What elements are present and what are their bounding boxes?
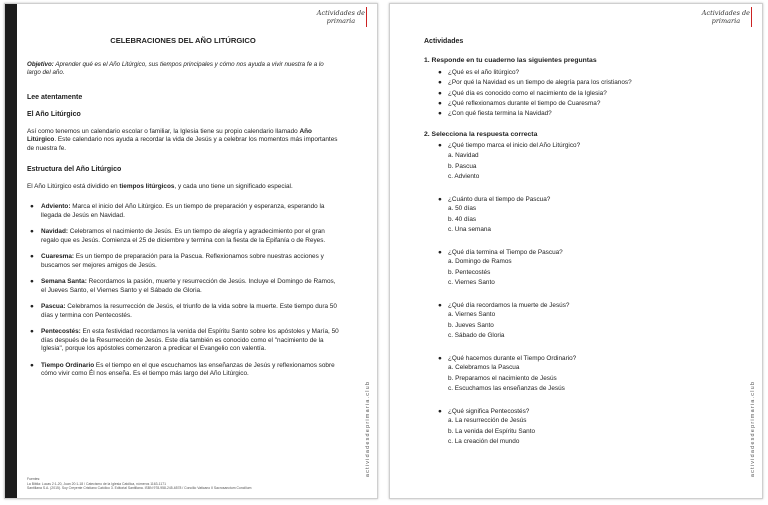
bullet-icon: ● (30, 203, 34, 211)
bullet-icon: ● (438, 354, 442, 362)
list-item (438, 68, 724, 78)
answer-option[interactable]: b. Pascua (448, 162, 477, 170)
brand-line-1: Actividades de (701, 9, 750, 17)
list-item (30, 303, 339, 320)
question (438, 142, 724, 151)
question (438, 354, 724, 364)
question-text: ¿Qué día es conocido como el nacimiento de la Iglesia? (448, 89, 607, 97)
question-text: ¿Por qué la Navidad es un tiempo de alegría para los cristianos? (448, 79, 632, 87)
read-heading: Lee atentamente (27, 93, 83, 101)
bullet-icon: ● (438, 69, 442, 76)
season-name: Pascua: (41, 303, 66, 311)
text-bold: Año Litúrgico (27, 127, 312, 144)
multiple-choice-question (424, 355, 724, 395)
question-text: ¿Qué es el año litúrgico? (448, 69, 520, 76)
watermark-text: actividadesdeprimaria.club (365, 380, 371, 478)
worksheet-page-1 (4, 3, 378, 499)
bullet-icon: ● (30, 303, 34, 311)
answer-option[interactable]: c. Una semana (448, 226, 491, 234)
bullet-icon: ● (438, 79, 442, 87)
section-heading-ano-liturgico: El Año Litúrgico (27, 110, 81, 118)
question-text: ¿Qué reflexionamos durante el tiempo de Cuaresma? (448, 99, 601, 107)
answer-option[interactable]: a. Navidad (448, 152, 479, 160)
answer-option[interactable]: c. Sábado de Gloria (448, 332, 505, 340)
season-text: Es un tiempo de preparación para la Pascua. Reflexionamos sobre nuestras acciones y buscamos ser mejores amigos de Jesús. (41, 253, 324, 269)
section-text-ano-liturgico (27, 128, 339, 154)
activities-title: Actividades (424, 38, 464, 45)
sources-label: Fuentes: (27, 477, 41, 482)
bullet-icon: ● (438, 99, 442, 107)
answer-option[interactable]: c. Escuchamos las enseñanzas de Jesús (448, 385, 565, 393)
part-1-heading: 1. Responde en tu cuaderno las siguientes preguntas (424, 57, 597, 64)
season-name: Semana Santa: (41, 278, 87, 286)
answer-option[interactable]: b. Pentecostés (448, 268, 491, 276)
season-text: Recordamos la pasión, muerte y resurrección de Jesús. Incluye el Domingo de Ramos, el Jueves Santo, el Viernes Santo y el Sábado de Gloria. (41, 278, 336, 294)
season-name: Navidad: (41, 228, 68, 236)
season-text: Celebramos la resurrección de Jesús, el triunfo de la vida sobre la muerte. Este tiempo dura 50 días y termina con Pentecostés. (41, 303, 337, 319)
brand-divider (366, 7, 367, 27)
vertical-watermark (363, 362, 373, 496)
question-text: ¿Qué hacemos durante el Tiempo Ordinario? (448, 354, 577, 362)
section-text-estructura (27, 183, 339, 192)
list-item (30, 203, 339, 220)
question-text: ¿Qué día termina el Tiempo de Pascua? (448, 248, 563, 256)
objective-label: Objetivo: (27, 61, 54, 68)
sources-line-2: Santillana S.A. (2015). Soy Creyente Cristiano Católico 3. Editorial Santillana. ISBN 978-958-245-6578 / Concilio Vaticano II Sacrosanctum Concilium (27, 485, 252, 490)
text-part: El Año Litúrgico está dividido en (27, 182, 120, 190)
brand-logo (317, 10, 365, 25)
bullet-icon: ● (30, 228, 34, 236)
question (438, 301, 724, 311)
page-1-content (27, 36, 339, 387)
question (438, 248, 724, 258)
brand-line-1: Actividades de (316, 9, 365, 17)
multiple-choice-question (424, 142, 724, 182)
page-2-content (424, 38, 724, 461)
answer-option[interactable]: b. 40 días (448, 215, 477, 223)
answer-option[interactable]: b. Jueves Santo (448, 321, 494, 329)
text-part: , y cada uno tiene un significado especial. (174, 182, 293, 190)
objective (27, 61, 339, 78)
part-2-heading: 2. Selecciona la respuesta correcta (424, 131, 538, 139)
text-part: Así como tenemos un calendario escolar o familiar, la Iglesia tiene su propio calendario llamado (27, 127, 300, 135)
season-text: Marca el inicio del Año Litúrgico. Es un tiempo de preparación y esperanza, esperando la llegada de Jesús en Navidad. (41, 203, 325, 219)
season-text: Es el tiempo en el que escuchamos las enseñanzas de Jesús y reflexionamos sobre cómo vivir como Él nos enseña. Es el tiempo más largo del Año Litúrgico. (41, 361, 335, 378)
page-title: CELEBRACIONES DEL AÑO LITÚRGICO (110, 36, 256, 45)
question (438, 407, 724, 417)
list-item (438, 89, 724, 99)
bullet-icon: ● (438, 195, 442, 203)
answer-option[interactable]: a. 50 días (448, 205, 477, 213)
brand-line-2: primaria (711, 16, 741, 25)
list-item (30, 228, 339, 245)
bullet-icon: ● (30, 253, 34, 261)
bullet-icon: ● (438, 142, 442, 150)
seasons-list (27, 203, 339, 379)
answer-option[interactable]: a. Domingo de Ramos (448, 258, 512, 266)
question-text: ¿Cuánto dura el tiempo de Pascua? (448, 195, 551, 203)
season-text: Celebramos el nacimiento de Jesús. Es un tiempo de alegría y agradecimiento por el gran regalo que es Jesús. Comienza el 25 de diciembre y termina con la fiesta de la Epifanía o de Reyes. (41, 228, 326, 244)
list-item (438, 78, 724, 88)
answer-option[interactable]: a. La resurrección de Jesús (448, 417, 527, 425)
season-name: Adviento: (41, 203, 71, 211)
bullet-icon: ● (438, 110, 442, 118)
sources-line-1: La Biblia: Lucas 2:1-20, Juan 20:1-18 / Catecismo de la Iglesia Católica, números 1163-1171 (27, 481, 166, 486)
bullet-icon: ● (30, 278, 34, 286)
list-item (30, 253, 339, 270)
question-text: ¿Qué día recordamos la muerte de Jesús? (448, 301, 570, 309)
list-item (30, 278, 339, 295)
multiple-choice-question (424, 196, 724, 236)
answer-option[interactable]: b. Preparamos el nacimiento de Jesús (448, 374, 557, 382)
vertical-watermark (748, 362, 758, 496)
list-item (438, 99, 724, 109)
open-questions-list (424, 68, 724, 119)
question-text: ¿Qué significa Pentecostés? (448, 407, 530, 415)
season-name: Cuaresma: (41, 253, 75, 261)
answer-option[interactable]: c. Viernes Santo (448, 279, 495, 287)
question-text: ¿Con qué fiesta termina la Navidad? (448, 110, 552, 118)
text-bold: tiempos litúrgicos (119, 182, 175, 190)
multiple-choice-question (424, 302, 724, 342)
answer-option[interactable]: b. La venida del Espíritu Santo (448, 427, 536, 435)
bullet-icon: ● (438, 248, 442, 256)
answer-option[interactable]: c. La creación del mundo (448, 438, 520, 446)
question-text: ¿Qué tiempo marca el inicio del Año Litúrgico? (448, 142, 581, 150)
bullet-icon: ● (438, 301, 442, 309)
section-heading-estructura: Estructura del Año Litúrgico (27, 165, 122, 173)
season-name: Tiempo Ordinario (41, 361, 95, 369)
answer-option[interactable]: a. Celebramos la Pascua (448, 364, 520, 372)
page-left-rail (5, 4, 17, 498)
multiple-choice-question (424, 249, 724, 289)
season-name: Pentecostés: (41, 328, 81, 336)
brand-line-2: primaria (326, 16, 356, 25)
list-item (30, 361, 339, 379)
bullet-icon: ● (438, 407, 442, 415)
watermark-text: actividadesdeprimaria.club (750, 380, 756, 478)
text-part: . Este calendario nos ayuda a recordar la vida de Jesús y a celebrar los momentos más importantes de nuestra fe. (27, 136, 338, 152)
list-item (438, 109, 724, 119)
objective-text: Aprender qué es el Año Litúrgico, sus tiempos principales y cómo nos ayuda a vivir nuestra fe a lo largo del año. (27, 61, 324, 77)
sources-footnote (27, 477, 287, 490)
question (438, 195, 724, 205)
season-text: En esta festividad recordamos la venida del Espíritu Santo sobre los apóstoles y María, 50 días después de la Resurrección de Jesús. Este día también es conocido como el "nacimiento de la Iglesia", porque los apóstoles comenzaron a predicar el Evangelio con valentía. (41, 328, 339, 353)
brand-logo (702, 10, 750, 25)
bullet-icon: ● (30, 328, 34, 336)
worksheet-page-2 (389, 3, 763, 499)
brand-divider (751, 7, 752, 27)
bullet-icon: ● (438, 89, 442, 97)
list-item (30, 328, 339, 354)
bullet-icon: ● (30, 361, 34, 369)
multiple-choice-question (424, 408, 724, 448)
answer-option[interactable]: c. Adviento (448, 173, 480, 181)
answer-option[interactable]: a. Viernes Santo (448, 311, 496, 319)
